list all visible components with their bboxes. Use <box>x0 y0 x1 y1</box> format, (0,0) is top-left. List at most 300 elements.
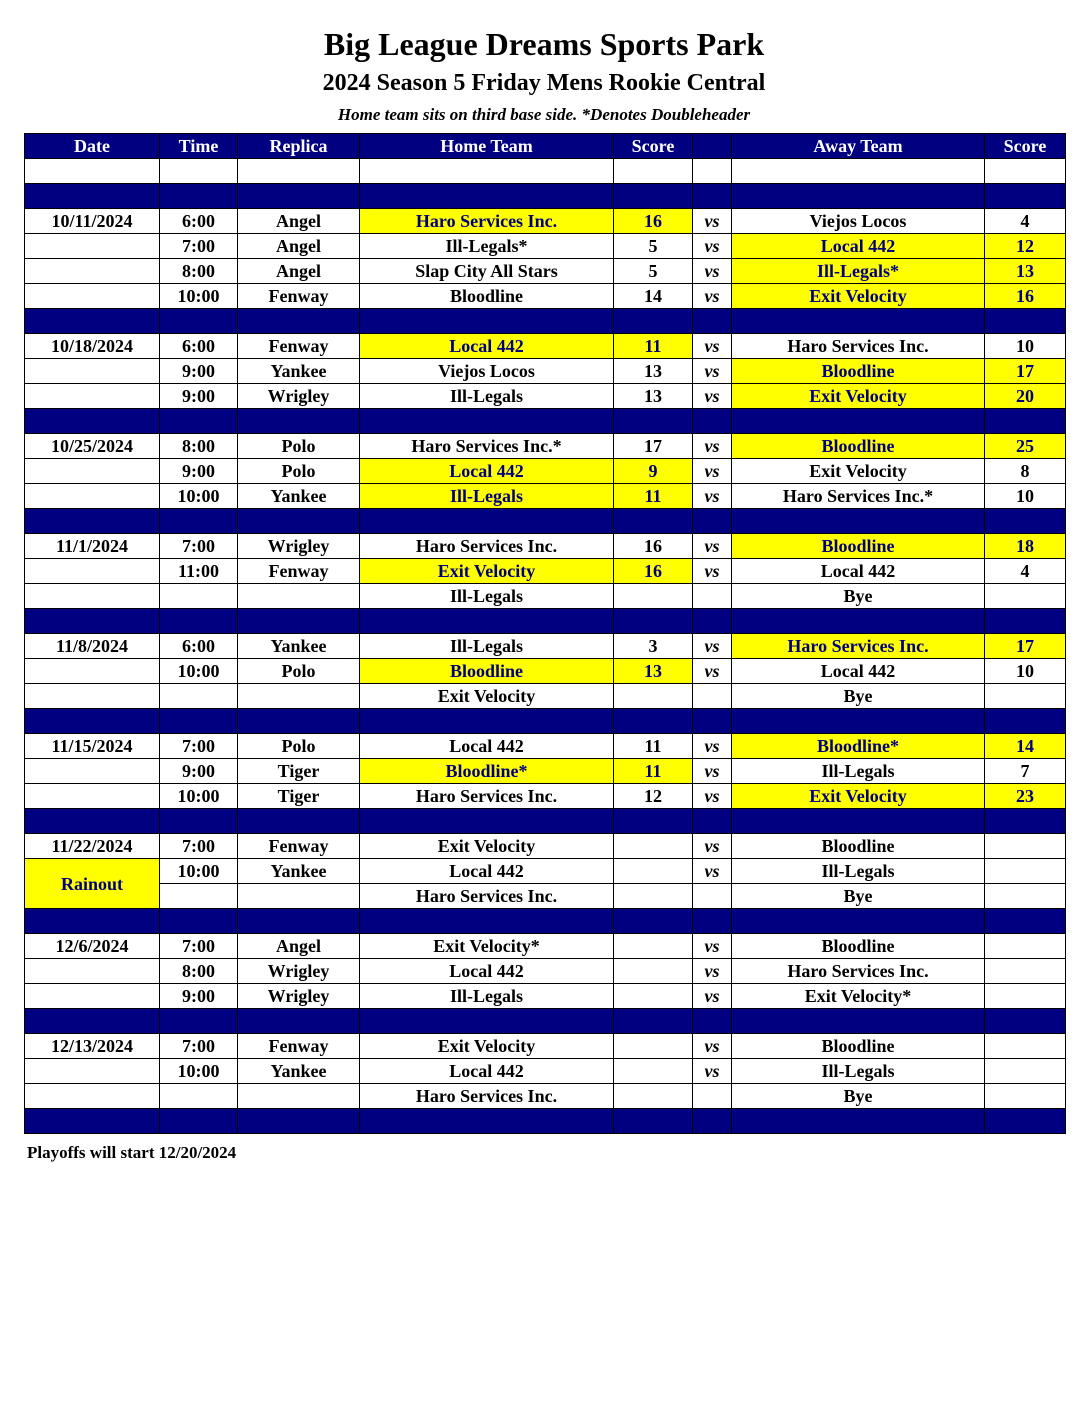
home-team-cell: Ill-Legals <box>360 984 614 1009</box>
time-cell <box>160 884 238 909</box>
home-score-cell <box>614 834 693 859</box>
table-row <box>25 534 1066 559</box>
date-cell: 11/8/2024 <box>25 634 160 659</box>
date-cell: 11/15/2024 <box>25 734 160 759</box>
separator-cell <box>360 909 614 934</box>
home-score-cell <box>614 934 693 959</box>
away-team-cell: Bloodline <box>732 534 985 559</box>
separator-cell <box>732 509 985 534</box>
away-team-cell: Ill-Legals <box>732 759 985 784</box>
replica-cell: Polo <box>238 734 360 759</box>
table-row <box>25 334 1066 359</box>
separator-cell <box>238 1109 360 1134</box>
replica-cell: Wrigley <box>238 384 360 409</box>
vs-cell: vs <box>693 784 732 809</box>
vs-cell: vs <box>693 534 732 559</box>
vs-cell: vs <box>693 734 732 759</box>
vs-cell: vs <box>693 484 732 509</box>
separator-cell <box>614 609 693 634</box>
table-row <box>25 284 1066 309</box>
replica-cell: Fenway <box>238 834 360 859</box>
away-score-cell: 14 <box>985 734 1066 759</box>
away-score-cell <box>985 1034 1066 1059</box>
away-team-cell: Haro Services Inc. <box>732 959 985 984</box>
home-score-cell: 5 <box>614 259 693 284</box>
away-score-cell: 7 <box>985 759 1066 784</box>
date-cell: 10/11/2024 <box>25 209 160 234</box>
separator-cell <box>160 809 238 834</box>
table-row <box>25 159 1066 184</box>
vs-cell: vs <box>693 209 732 234</box>
away-team-cell: Bye <box>732 684 985 709</box>
separator-cell <box>732 709 985 734</box>
time-cell: 6:00 <box>160 334 238 359</box>
away-team-cell: Bloodline* <box>732 734 985 759</box>
table-row <box>25 634 1066 659</box>
home-team-cell: Local 442 <box>360 334 614 359</box>
date-cell <box>25 984 160 1009</box>
separator-cell <box>238 1009 360 1034</box>
time-cell: 10:00 <box>160 284 238 309</box>
replica-cell: Wrigley <box>238 534 360 559</box>
away-score-cell <box>985 959 1066 984</box>
home-score-cell <box>614 1034 693 1059</box>
away-score-cell: 17 <box>985 634 1066 659</box>
home-team-cell: Ill-Legals <box>360 384 614 409</box>
week-separator-row <box>25 809 1066 834</box>
time-cell <box>160 1084 238 1109</box>
away-score-cell: 4 <box>985 209 1066 234</box>
away-score-cell <box>985 834 1066 859</box>
time-cell: 10:00 <box>160 859 238 884</box>
home-team-cell <box>360 159 614 184</box>
vs-cell: vs <box>693 759 732 784</box>
col-header-home-score: Score <box>614 134 693 159</box>
separator-cell <box>614 409 693 434</box>
separator-cell <box>693 809 732 834</box>
separator-cell <box>693 1109 732 1134</box>
table-row <box>25 884 1066 909</box>
separator-cell <box>985 1109 1066 1134</box>
replica-cell: Polo <box>238 434 360 459</box>
date-cell: 10/18/2024 <box>25 334 160 359</box>
date-cell <box>25 384 160 409</box>
home-team-cell: Haro Services Inc. <box>360 784 614 809</box>
home-score-cell: 13 <box>614 359 693 384</box>
home-team-cell: Local 442 <box>360 959 614 984</box>
time-cell: 9:00 <box>160 759 238 784</box>
separator-cell <box>614 709 693 734</box>
table-row <box>25 484 1066 509</box>
home-score-cell: 16 <box>614 209 693 234</box>
date-cell <box>25 784 160 809</box>
home-score-cell: 17 <box>614 434 693 459</box>
separator-cell <box>160 309 238 334</box>
away-team-cell: Bloodline <box>732 934 985 959</box>
away-score-cell <box>985 984 1066 1009</box>
table-row <box>25 259 1066 284</box>
away-score-cell <box>985 684 1066 709</box>
replica-cell: Angel <box>238 209 360 234</box>
replica-cell: Wrigley <box>238 959 360 984</box>
separator-cell <box>238 809 360 834</box>
away-team-cell: Ill-Legals* <box>732 259 985 284</box>
time-cell: 6:00 <box>160 634 238 659</box>
away-score-cell <box>985 1059 1066 1084</box>
vs-cell: vs <box>693 859 732 884</box>
separator-cell <box>25 909 160 934</box>
table-row <box>25 659 1066 684</box>
page-note: Home team sits on third base side. *Denotes Doubleheader <box>337 105 751 124</box>
away-team-cell: Bye <box>732 1084 985 1109</box>
home-score-cell: 11 <box>614 484 693 509</box>
week-separator-row <box>25 909 1066 934</box>
vs-cell: vs <box>693 559 732 584</box>
separator-cell <box>25 1109 160 1134</box>
separator-cell <box>25 709 160 734</box>
week-separator-row <box>25 309 1066 334</box>
footer-note: Playoffs will start 12/20/2024 <box>27 1143 237 1162</box>
vs-cell: vs <box>693 234 732 259</box>
away-team-cell: Exit Velocity <box>732 284 985 309</box>
replica-cell: Fenway <box>238 559 360 584</box>
separator-cell <box>732 809 985 834</box>
vs-cell <box>693 584 732 609</box>
time-cell: 10:00 <box>160 784 238 809</box>
date-cell <box>25 759 160 784</box>
away-score-cell <box>985 584 1066 609</box>
home-team-cell: Haro Services Inc. <box>360 884 614 909</box>
separator-cell <box>360 709 614 734</box>
separator-cell <box>732 409 985 434</box>
home-score-cell: 16 <box>614 559 693 584</box>
home-team-cell: Local 442 <box>360 859 614 884</box>
home-team-cell: Exit Velocity <box>360 834 614 859</box>
home-team-cell: Exit Velocity <box>360 559 614 584</box>
replica-cell: Fenway <box>238 334 360 359</box>
away-team-cell: Bloodline <box>732 359 985 384</box>
separator-cell <box>238 909 360 934</box>
away-score-cell <box>985 159 1066 184</box>
separator-cell <box>238 309 360 334</box>
separator-cell <box>693 409 732 434</box>
vs-cell <box>693 884 732 909</box>
away-team-cell: Viejos Locos <box>732 209 985 234</box>
separator-cell <box>160 1109 238 1134</box>
time-cell: 8:00 <box>160 959 238 984</box>
table-row <box>25 1034 1066 1059</box>
away-team-cell: Haro Services Inc. <box>732 634 985 659</box>
table-row <box>25 434 1066 459</box>
separator-cell <box>732 1009 985 1034</box>
separator-cell <box>238 709 360 734</box>
replica-cell: Wrigley <box>238 984 360 1009</box>
separator-cell <box>614 309 693 334</box>
replica-cell: Polo <box>238 459 360 484</box>
time-cell: 7:00 <box>160 1034 238 1059</box>
separator-cell <box>614 1009 693 1034</box>
time-cell: 9:00 <box>160 984 238 1009</box>
away-team-cell <box>732 159 985 184</box>
separator-cell <box>732 309 985 334</box>
page-title: Big League Dreams Sports Park <box>323 26 765 62</box>
separator-cell <box>693 509 732 534</box>
separator-cell <box>985 609 1066 634</box>
away-score-cell <box>985 934 1066 959</box>
separator-cell <box>693 709 732 734</box>
replica-cell: Polo <box>238 659 360 684</box>
separator-cell <box>360 1009 614 1034</box>
vs-cell: vs <box>693 384 732 409</box>
separator-cell <box>693 909 732 934</box>
home-team-cell: Bloodline* <box>360 759 614 784</box>
away-team-cell: Bloodline <box>732 434 985 459</box>
away-team-cell: Bloodline <box>732 1034 985 1059</box>
separator-cell <box>614 1109 693 1134</box>
time-cell: 7:00 <box>160 734 238 759</box>
vs-cell: vs <box>693 459 732 484</box>
home-score-cell: 16 <box>614 534 693 559</box>
time-cell: 7:00 <box>160 534 238 559</box>
table-row <box>25 234 1066 259</box>
home-score-cell <box>614 859 693 884</box>
vs-cell: vs <box>693 959 732 984</box>
time-cell <box>160 159 238 184</box>
home-score-cell: 12 <box>614 784 693 809</box>
vs-cell: vs <box>693 1034 732 1059</box>
away-score-cell <box>985 1084 1066 1109</box>
separator-cell <box>25 1009 160 1034</box>
away-score-cell: 23 <box>985 784 1066 809</box>
home-score-cell <box>614 159 693 184</box>
separator-cell <box>985 909 1066 934</box>
separator-cell <box>25 809 160 834</box>
replica-cell <box>238 684 360 709</box>
separator-cell <box>160 709 238 734</box>
vs-cell: vs <box>693 984 732 1009</box>
vs-cell <box>693 159 732 184</box>
vs-cell: vs <box>693 434 732 459</box>
away-score-cell: 18 <box>985 534 1066 559</box>
away-score-cell <box>985 859 1066 884</box>
home-team-cell: Haro Services Inc. <box>360 209 614 234</box>
week-separator-row <box>25 1109 1066 1134</box>
home-score-cell: 5 <box>614 234 693 259</box>
rainout-badge: Rainout <box>25 859 160 909</box>
home-score-cell <box>614 984 693 1009</box>
vs-cell: vs <box>693 334 732 359</box>
away-score-cell: 12 <box>985 234 1066 259</box>
separator-cell <box>614 909 693 934</box>
home-team-cell: Exit Velocity <box>360 1034 614 1059</box>
away-team-cell: Ill-Legals <box>732 1059 985 1084</box>
replica-cell: Yankee <box>238 484 360 509</box>
away-score-cell: 10 <box>985 334 1066 359</box>
time-cell: 8:00 <box>160 259 238 284</box>
separator-cell <box>614 509 693 534</box>
vs-cell: vs <box>693 934 732 959</box>
home-score-cell: 9 <box>614 459 693 484</box>
separator-cell <box>985 709 1066 734</box>
vs-cell: vs <box>693 659 732 684</box>
schedule-table <box>24 133 1066 1134</box>
separator-cell <box>693 309 732 334</box>
time-cell: 10:00 <box>160 484 238 509</box>
date-cell <box>25 684 160 709</box>
separator-cell <box>360 509 614 534</box>
away-team-cell: Haro Services Inc. <box>732 334 985 359</box>
time-cell <box>160 584 238 609</box>
vs-cell: vs <box>693 834 732 859</box>
separator-cell <box>985 809 1066 834</box>
replica-cell <box>238 159 360 184</box>
table-row <box>25 684 1066 709</box>
separator-cell <box>238 184 360 209</box>
away-score-cell: 16 <box>985 284 1066 309</box>
separator-cell <box>160 909 238 934</box>
separator-cell <box>732 609 985 634</box>
away-score-cell: 10 <box>985 659 1066 684</box>
away-team-cell: Local 442 <box>732 659 985 684</box>
separator-cell <box>160 184 238 209</box>
separator-cell <box>360 809 614 834</box>
table-row <box>25 384 1066 409</box>
separator-cell <box>238 509 360 534</box>
separator-cell <box>360 309 614 334</box>
table-row <box>25 584 1066 609</box>
home-team-cell: Ill-Legals* <box>360 234 614 259</box>
time-cell: 6:00 <box>160 209 238 234</box>
away-team-cell: Bloodline <box>732 834 985 859</box>
vs-cell <box>693 1084 732 1109</box>
separator-cell <box>360 609 614 634</box>
home-team-cell: Local 442 <box>360 734 614 759</box>
away-team-cell: Local 442 <box>732 234 985 259</box>
home-team-cell: Local 442 <box>360 459 614 484</box>
date-cell <box>25 1059 160 1084</box>
time-cell: 7:00 <box>160 234 238 259</box>
col-header-away-team: Away Team <box>732 134 985 159</box>
time-cell: 10:00 <box>160 659 238 684</box>
replica-cell: Angel <box>238 234 360 259</box>
separator-cell <box>360 1109 614 1134</box>
separator-cell <box>614 184 693 209</box>
col-header-time: Time <box>160 134 238 159</box>
separator-cell <box>732 1109 985 1134</box>
date-cell <box>25 284 160 309</box>
table-row <box>25 1084 1066 1109</box>
table-row <box>25 859 1066 884</box>
time-cell <box>160 684 238 709</box>
date-cell: 10/25/2024 <box>25 434 160 459</box>
away-team-cell: Ill-Legals <box>732 859 985 884</box>
away-score-cell: 17 <box>985 359 1066 384</box>
time-cell: 11:00 <box>160 559 238 584</box>
table-row <box>25 559 1066 584</box>
separator-cell <box>693 609 732 634</box>
date-cell <box>25 559 160 584</box>
away-team-cell: Exit Velocity* <box>732 984 985 1009</box>
replica-cell <box>238 584 360 609</box>
separator-cell <box>985 184 1066 209</box>
table-row <box>25 1059 1066 1084</box>
vs-cell: vs <box>693 259 732 284</box>
home-team-cell: Viejos Locos <box>360 359 614 384</box>
separator-cell <box>693 184 732 209</box>
home-team-cell: Haro Services Inc. <box>360 534 614 559</box>
vs-cell: vs <box>693 1059 732 1084</box>
vs-cell: vs <box>693 284 732 309</box>
week-separator-row <box>25 509 1066 534</box>
separator-cell <box>160 1009 238 1034</box>
date-cell <box>25 959 160 984</box>
away-team-cell: Exit Velocity <box>732 384 985 409</box>
separator-cell <box>160 409 238 434</box>
time-cell: 9:00 <box>160 384 238 409</box>
separator-cell <box>160 609 238 634</box>
home-score-cell <box>614 884 693 909</box>
time-cell: 7:00 <box>160 934 238 959</box>
home-score-cell <box>614 1059 693 1084</box>
home-score-cell <box>614 1084 693 1109</box>
replica-cell: Tiger <box>238 784 360 809</box>
away-team-cell: Exit Velocity <box>732 784 985 809</box>
home-team-cell: Bloodline <box>360 284 614 309</box>
home-score-cell <box>614 959 693 984</box>
separator-cell <box>732 909 985 934</box>
away-score-cell <box>985 884 1066 909</box>
col-header-date: Date <box>25 134 160 159</box>
time-cell: 9:00 <box>160 359 238 384</box>
home-team-cell: Slap City All Stars <box>360 259 614 284</box>
col-header-home-team: Home Team <box>360 134 614 159</box>
home-score-cell: 11 <box>614 334 693 359</box>
date-cell <box>25 459 160 484</box>
home-score-cell: 11 <box>614 734 693 759</box>
col-header-replica: Replica <box>238 134 360 159</box>
date-cell: 11/22/2024 <box>25 834 160 859</box>
table-row <box>25 459 1066 484</box>
replica-cell: Yankee <box>238 1059 360 1084</box>
away-team-cell: Haro Services Inc.* <box>732 484 985 509</box>
away-team-cell: Bye <box>732 584 985 609</box>
schedule-body <box>25 159 1066 1134</box>
date-cell <box>25 584 160 609</box>
date-cell: 11/1/2024 <box>25 534 160 559</box>
replica-cell: Fenway <box>238 284 360 309</box>
separator-cell <box>238 609 360 634</box>
replica-cell: Yankee <box>238 359 360 384</box>
separator-cell <box>985 1009 1066 1034</box>
date-cell <box>25 159 160 184</box>
table-row <box>25 984 1066 1009</box>
date-cell <box>25 259 160 284</box>
separator-cell <box>25 309 160 334</box>
home-score-cell: 13 <box>614 384 693 409</box>
replica-cell: Angel <box>238 934 360 959</box>
separator-cell <box>25 509 160 534</box>
away-score-cell: 4 <box>985 559 1066 584</box>
replica-cell: Yankee <box>238 859 360 884</box>
separator-cell <box>238 409 360 434</box>
replica-cell <box>238 1084 360 1109</box>
week-separator-row <box>25 1009 1066 1034</box>
away-team-cell: Bye <box>732 884 985 909</box>
table-header-row <box>25 134 1066 159</box>
date-cell <box>25 359 160 384</box>
date-cell <box>25 234 160 259</box>
replica-cell: Fenway <box>238 1034 360 1059</box>
